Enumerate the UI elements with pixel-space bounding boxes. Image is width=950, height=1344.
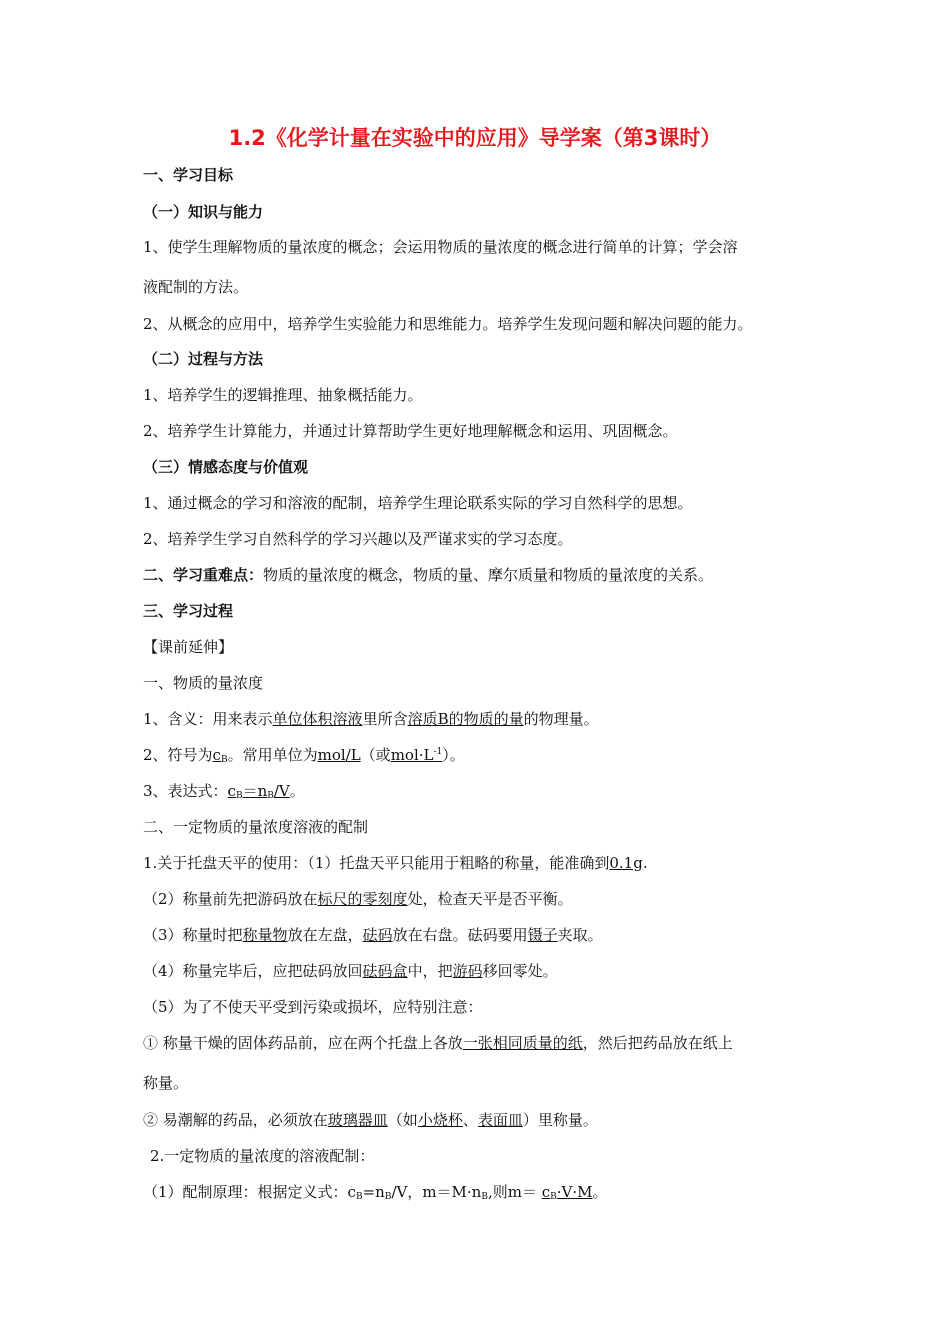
step-4-mid: 中，把 xyxy=(407,962,453,980)
knowledge-item-1-cont: 液配制的方法。 xyxy=(143,278,249,296)
step-4-blank-1: 砝码盒 xyxy=(362,962,408,980)
caution-1-cont: 称量。 xyxy=(143,1074,189,1092)
step-3-blank-3: 镊子 xyxy=(527,926,558,944)
balance-step-5: （5）为了不使天平受到污染或损坏，应特别注意： xyxy=(143,998,483,1016)
caution-1-blank: 一张相同质量的纸 xyxy=(462,1034,583,1052)
key-points xyxy=(143,564,713,585)
attitude-item-2: 2、培养学生学习自然科学的学习兴趣以及严谨求实的学习态度。 xyxy=(143,530,573,548)
balance-step-4 xyxy=(143,960,558,981)
unit-blank-2 xyxy=(391,746,443,764)
attitude-item-1: 1、通过概念的学习和溶液的配制，培养学生理论联系实际的学习自然科学的思想。 xyxy=(143,494,693,512)
unit-2-text: mol·L xyxy=(390,746,434,764)
solution-heading: 2.一定物质的量浓度的溶液配制： xyxy=(150,1147,375,1165)
step-2-pre: （2）称量前先把游码放在 xyxy=(143,890,318,908)
section-concentration: 一、物质的量浓度 xyxy=(143,674,264,692)
knowledge-item-2: 2、从概念的应用中，培养学生实验能力和思维能力。培养学生发现问题和解决问题的能力。 xyxy=(143,315,753,333)
symbol-pre: 2、符号为 xyxy=(143,746,213,764)
meaning-mid: 里所含 xyxy=(362,710,408,728)
key-points-label: 二、学习重难点： xyxy=(143,566,264,584)
expression-v: /V xyxy=(273,782,290,800)
expression-line xyxy=(143,780,305,801)
step-4-blank-2: 游码 xyxy=(452,962,483,980)
balance-intro xyxy=(143,852,648,873)
step-3-post: 夹取。 xyxy=(557,926,603,944)
meaning-blank-1: 单位体积溶液 xyxy=(272,710,363,728)
meaning-blank-2: 溶质B的物质的量 xyxy=(407,710,524,728)
symbol-paren-open: （或 xyxy=(360,746,391,764)
symbol-sub: B xyxy=(220,755,228,765)
key-points-text: 物质的量浓度的概念，物质的量、摩尔质量和物质的量浓度的关系。 xyxy=(263,566,714,584)
section-preparation: 二、一定物质的量浓度溶液的配制 xyxy=(143,818,369,836)
principle-sub-3: B xyxy=(481,1192,488,1202)
meaning-pre: 1、含义：用来表示 xyxy=(143,710,273,728)
step-4-pre: （4）称量完毕后，应把砝码放回 xyxy=(143,962,363,980)
balance-precision-blank: 0.1g xyxy=(609,854,643,872)
step-3-pre: （3）称量时把 xyxy=(143,926,243,944)
knowledge-item-1: 1、使学生理解物质的量浓度的概念；会运用物质的量浓度的概念进行简单的计算；学会溶 xyxy=(143,238,738,256)
principle-mid-3: ,则m＝ xyxy=(487,1183,542,1201)
caution-2-mid-2: 、 xyxy=(462,1111,478,1129)
caution-1-post: ，然后把药品放在纸上 xyxy=(582,1034,733,1052)
step-3-blank-1: 称量物 xyxy=(242,926,288,944)
process-heading: （二）过程与方法 xyxy=(143,350,264,368)
knowledge-heading: （一）知识与能力 xyxy=(143,203,264,221)
unit-blank-1: mol/L xyxy=(317,746,361,764)
principle-blank-sub: B xyxy=(550,1192,557,1202)
symbol-mid: 。常用单位为 xyxy=(227,746,318,764)
preview-heading: 【课前延伸】 xyxy=(143,638,234,656)
caution-1 xyxy=(143,1032,733,1053)
attitude-heading: （三）情感态度与价值观 xyxy=(143,458,309,476)
caution-2-blank-2: 小烧杯 xyxy=(417,1111,463,1129)
process-item-1: 1、培养学生的逻辑推理、抽象概括能力。 xyxy=(143,386,423,404)
expression-c-sub: B xyxy=(235,791,243,801)
symbol-blank xyxy=(213,746,228,764)
expression-eq: ＝n xyxy=(242,782,268,800)
balance-step-2 xyxy=(143,888,573,909)
expression-n-sub: B xyxy=(267,791,274,801)
balance-intro-post: . xyxy=(642,854,648,872)
symbol-c: c xyxy=(212,746,221,764)
principle-sub-1: B xyxy=(355,1192,363,1202)
principle-line xyxy=(143,1181,608,1202)
process-item-2: 2、培养学生计算能力，并通过计算帮助学生更好地理解概念和运用、巩固概念。 xyxy=(143,422,678,440)
balance-intro-pre: 1.关于托盘天平的使用：（1）托盘天平只能用于粗略的称量，能准确到 xyxy=(143,854,610,872)
step-2-blank: 标尺的零刻度 xyxy=(317,890,408,908)
meaning-post: 的物理量。 xyxy=(523,710,599,728)
step-2-post: 处，检查天平是否平衡。 xyxy=(407,890,573,908)
caution-2-post: ）里称量。 xyxy=(522,1111,598,1129)
step-3-mid-1: 放在左盘， xyxy=(287,926,363,944)
symbol-paren-close: ）。 xyxy=(442,746,465,764)
unit-2-sup: -1 xyxy=(433,747,443,757)
step-4-post: 移回零处。 xyxy=(482,962,558,980)
principle-sub-2: B xyxy=(384,1192,392,1202)
expression-c: c xyxy=(227,782,236,800)
expression-pre: 3、表达式： xyxy=(143,782,228,800)
objectives-heading: 一、学习目标 xyxy=(143,166,234,184)
expression-post: 。 xyxy=(289,782,305,800)
step-3-mid-2: 放在右盘。砝码要用 xyxy=(392,926,528,944)
principle-blank-rest: ·V·M xyxy=(556,1183,593,1201)
process-section-heading: 三、学习过程 xyxy=(143,602,234,620)
caution-2-blank-1: 玻璃器皿 xyxy=(327,1111,388,1129)
step-3-blank-2: 砝码 xyxy=(362,926,393,944)
principle-pre: （1）配制原理：根据定义式：c xyxy=(143,1183,356,1201)
caution-2 xyxy=(143,1109,598,1130)
meaning-line xyxy=(143,708,599,729)
balance-step-3 xyxy=(143,924,603,945)
principle-blank xyxy=(542,1183,593,1201)
caution-2-blank-3: 表面皿 xyxy=(477,1111,523,1129)
principle-post: 。 xyxy=(592,1183,608,1201)
principle-mid-1: =n xyxy=(362,1183,385,1201)
expression-blank xyxy=(228,782,290,800)
caution-2-pre: ② 易潮解的药品，必须放在 xyxy=(143,1111,328,1129)
principle-blank-c: c xyxy=(541,1183,551,1201)
caution-1-pre: ① 称量干燥的固体药品前，应在两个托盘上各放 xyxy=(143,1034,463,1052)
principle-mid-2: /V，m＝M·n xyxy=(391,1183,482,1201)
symbol-line xyxy=(143,744,465,765)
page-title: 1.2《化学计量在实验中的应用》导学案（第3课时） xyxy=(228,126,722,150)
caution-2-mid-1: （如 xyxy=(387,1111,418,1129)
